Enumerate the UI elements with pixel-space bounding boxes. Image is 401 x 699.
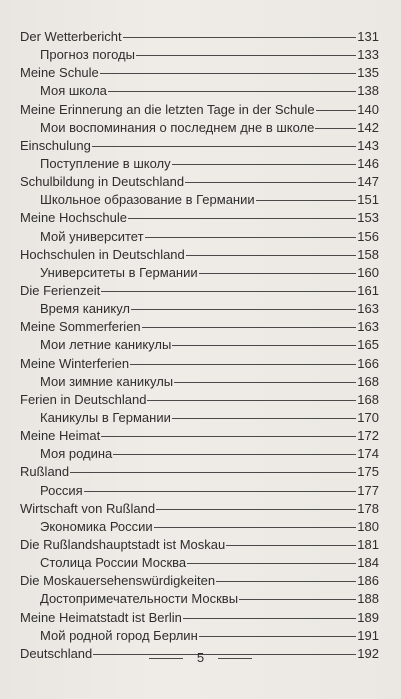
- toc-leader-line: [156, 509, 356, 510]
- toc-leader-line: [147, 400, 356, 401]
- toc-entry-page-number: 172: [357, 428, 379, 444]
- toc-entry-title: Моя родина: [40, 446, 113, 462]
- toc-entry-title: Deutschland: [20, 645, 93, 661]
- toc-entry-page-number: 151: [357, 192, 379, 208]
- toc-leader-line: [172, 345, 356, 346]
- footer-rule-right: [218, 658, 252, 659]
- toc-entry-page-number: 135: [357, 65, 379, 81]
- toc-entry-title: Rußland: [20, 464, 70, 480]
- toc-entry-page-number: 146: [357, 155, 379, 171]
- toc-entry: [20, 590, 379, 608]
- toc-entry-page-number: 133: [357, 47, 379, 63]
- toc-entry: [20, 82, 379, 100]
- toc-entry-page-number: 163: [357, 319, 379, 335]
- toc-entry-title: Die Ferienzeit: [20, 282, 101, 298]
- toc-entry-page-number: 166: [357, 355, 379, 371]
- toc-entry-page-number: 160: [357, 264, 379, 280]
- toc-entry-title: Прогноз погоды: [40, 47, 135, 63]
- toc-entry-title: Meine Schule: [20, 65, 99, 81]
- footer-rule-left: [149, 658, 183, 659]
- toc-leader-line: [226, 545, 356, 546]
- toc-entry: [20, 355, 379, 373]
- toc-leader-line: [183, 618, 356, 619]
- toc-entry: [20, 101, 379, 119]
- toc-entry: [20, 391, 379, 409]
- toc-entry: [20, 46, 379, 64]
- toc-entry: [20, 246, 379, 264]
- toc-entry-page-number: 168: [357, 373, 379, 389]
- toc-entry-page-number: 192: [357, 645, 379, 661]
- toc-entry-title: Schulbildung in Deutschland: [20, 174, 185, 190]
- toc-entry-page-number: 189: [357, 609, 379, 625]
- toc-leader-line: [130, 364, 356, 365]
- toc-entry-title: Школьное образование в Германии: [40, 192, 255, 208]
- toc-leader-line: [172, 164, 357, 165]
- toc-entry-page-number: 163: [357, 301, 379, 317]
- toc-entry-title: Hochschulen in Deutschland: [20, 246, 185, 262]
- toc-entry-page-number: 181: [357, 536, 379, 552]
- toc-leader-line: [101, 291, 356, 292]
- toc-entry: [20, 572, 379, 590]
- toc-entry-title: Meine Erinnerung an die letzten Tage in der Schule: [20, 101, 315, 117]
- toc-leader-line: [186, 255, 357, 256]
- toc-entry: [20, 282, 379, 300]
- toc-entry: [20, 445, 379, 463]
- table-of-contents: [20, 28, 379, 663]
- toc-entry-title: Der Wetterbericht: [20, 29, 122, 44]
- toc-entry: [20, 609, 379, 627]
- toc-entry-title: Университеты в Германии: [40, 264, 198, 280]
- toc-entry-page-number: 175: [357, 464, 379, 480]
- toc-entry: [20, 300, 379, 318]
- toc-entry-page-number: 156: [357, 228, 379, 244]
- toc-entry: [20, 264, 379, 282]
- toc-entry-title: Мои летние каникулы: [40, 337, 172, 353]
- toc-entry-title: Мой родной город Берлин: [40, 627, 198, 643]
- toc-entry-title: Моя школа: [40, 83, 107, 99]
- toc-entry-page-number: 174: [357, 446, 379, 462]
- toc-entry: [20, 427, 379, 445]
- toc-entry-page-number: 140: [357, 101, 379, 117]
- toc-leader-line: [187, 563, 356, 564]
- toc-entry-page-number: 170: [357, 409, 379, 425]
- toc-entry-title: Каникулы в Германии: [40, 409, 171, 425]
- toc-entry: [20, 500, 379, 518]
- toc-leader-line: [216, 581, 356, 582]
- toc-entry: [20, 228, 379, 246]
- toc-leader-line: [108, 91, 356, 92]
- toc-entry-page-number: 184: [357, 555, 379, 571]
- toc-entry: [20, 119, 379, 137]
- toc-entry-title: Meine Hochschule: [20, 210, 127, 226]
- toc-entry-page-number: 168: [357, 391, 379, 407]
- toc-entry: [20, 209, 379, 227]
- toc-leader-line: [315, 128, 356, 129]
- toc-entry: [20, 627, 379, 645]
- toc-leader-line: [128, 218, 356, 219]
- toc-leader-line: [142, 327, 357, 328]
- toc-leader-line: [239, 599, 356, 600]
- toc-entry: [20, 536, 379, 554]
- toc-entry: [20, 482, 379, 500]
- toc-entry: [20, 554, 379, 572]
- toc-entry-title: Экономика России: [40, 518, 153, 534]
- toc-leader-line: [172, 418, 356, 419]
- toc-leader-line: [84, 491, 357, 492]
- toc-entry-page-number: 131: [357, 29, 379, 44]
- toc-entry-page-number: 165: [357, 337, 379, 353]
- toc-entry-title: Meine Sommerferien: [20, 319, 141, 335]
- toc-entry-page-number: 143: [357, 137, 379, 153]
- toc-entry-page-number: 161: [357, 282, 379, 298]
- toc-entry: [20, 173, 379, 191]
- toc-entry-title: Время каникул: [40, 301, 130, 317]
- toc-entry-page-number: 147: [357, 174, 379, 190]
- toc-entry-title: Россия: [40, 482, 83, 498]
- page-number: 5: [196, 650, 205, 665]
- toc-entry-title: Ferien in Deutschland: [20, 391, 147, 407]
- toc-leader-line: [316, 110, 357, 111]
- toc-leader-line: [174, 382, 356, 383]
- toc-entry: [20, 409, 379, 427]
- toc-entry: [20, 518, 379, 536]
- toc-leader-line: [113, 454, 356, 455]
- toc-entry: [20, 28, 379, 46]
- toc-entry: [20, 155, 379, 173]
- toc-leader-line: [101, 436, 356, 437]
- toc-leader-line: [131, 309, 356, 310]
- toc-leader-line: [92, 146, 356, 147]
- toc-leader-line: [256, 200, 357, 201]
- toc-entry-title: Meine Heimatstadt ist Berlin: [20, 609, 182, 625]
- toc-entry-page-number: 186: [357, 573, 379, 589]
- toc-entry: [20, 64, 379, 82]
- toc-entry-title: Wirtschaft von Rußland: [20, 500, 156, 516]
- toc-leader-line: [154, 527, 357, 528]
- toc-entry-page-number: 142: [357, 119, 379, 135]
- toc-entry-title: Поступление в школу: [40, 155, 171, 171]
- toc-entry-title: Die Moskauersehenswürdigkeiten: [20, 573, 216, 589]
- toc-entry-title: Die Rußlandshauptstadt ist Moskau: [20, 536, 226, 552]
- toc-leader-line: [136, 55, 356, 56]
- toc-entry-page-number: 138: [357, 83, 379, 99]
- toc-entry-page-number: 188: [357, 591, 379, 607]
- toc-leader-line: [100, 73, 357, 74]
- toc-entry-title: Достопримечательности Москвы: [40, 591, 239, 607]
- toc-entry-page-number: 153: [357, 210, 379, 226]
- toc-entry-title: Meine Winterferien: [20, 355, 130, 371]
- toc-leader-line: [199, 636, 357, 637]
- toc-entry: [20, 463, 379, 481]
- toc-entry: [20, 318, 379, 336]
- toc-entry-title: Мои зимние каникулы: [40, 373, 174, 389]
- toc-entry-page-number: 158: [357, 246, 379, 262]
- toc-entry: [20, 137, 379, 155]
- toc-entry-page-number: 177: [357, 482, 379, 498]
- toc-entry-page-number: 191: [357, 627, 379, 643]
- toc-entry-title: Мой университет: [40, 228, 144, 244]
- toc-leader-line: [185, 182, 356, 183]
- toc-leader-line: [70, 472, 356, 473]
- toc-entry: [20, 373, 379, 391]
- toc-entry-title: Einschulung: [20, 137, 91, 153]
- toc-entry: [20, 191, 379, 209]
- toc-entry-title: Meine Heimat: [20, 428, 101, 444]
- toc-leader-line: [145, 237, 357, 238]
- toc-entry-title: Мои воспоминания о последнем дне в школе: [40, 119, 315, 135]
- toc-entry-page-number: 180: [357, 518, 379, 534]
- toc-leader-line: [199, 273, 357, 274]
- toc-leader-line: [123, 37, 357, 38]
- toc-entry: [20, 336, 379, 354]
- toc-entry-title: Столица России Москва: [40, 555, 187, 571]
- toc-entry-page-number: 178: [357, 500, 379, 516]
- page-footer: [0, 650, 401, 665]
